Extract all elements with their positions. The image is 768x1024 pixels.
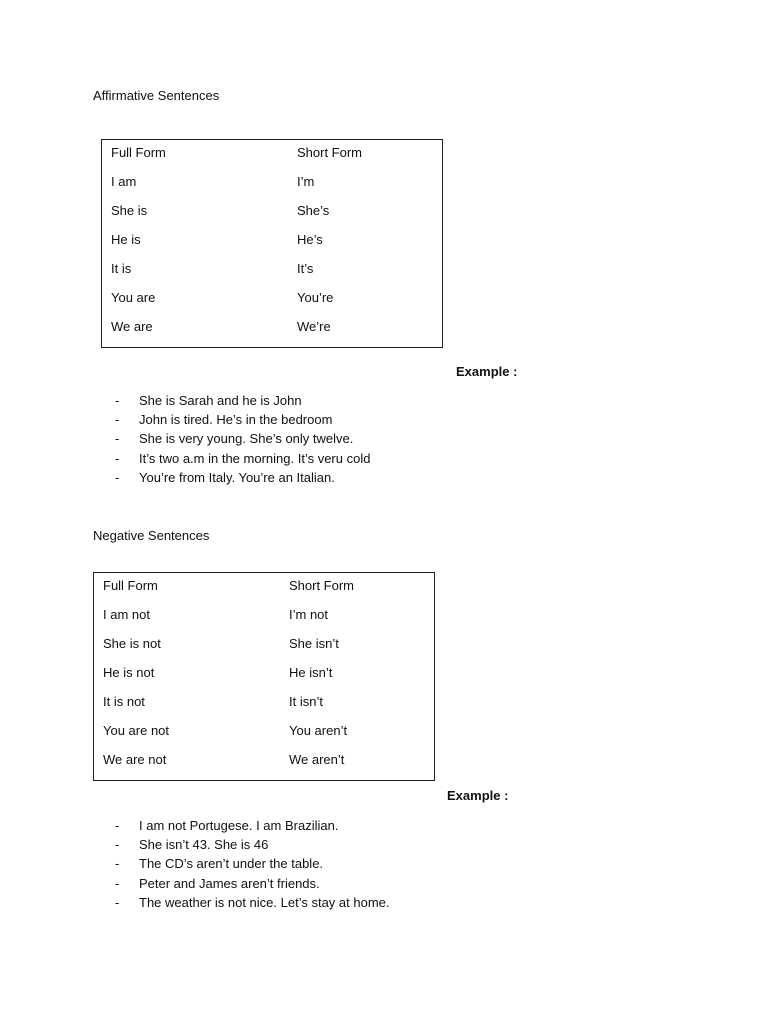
bullet-dash: -	[115, 875, 120, 891]
affirmative-example-label: Example :	[456, 364, 518, 379]
full-form-cell: It is not	[103, 694, 145, 709]
negative-example-label: Example :	[447, 788, 509, 803]
short-form-cell: He’s	[297, 232, 323, 247]
table-header-row	[102, 144, 442, 162]
bullet-dash: -	[115, 856, 120, 872]
full-form-cell: I am	[111, 174, 137, 189]
affirmative-table	[101, 139, 443, 348]
bullet-dash: -	[115, 412, 120, 428]
negative-heading: Negative Sentences	[93, 528, 210, 543]
example-text: Peter and James aren’t friends.	[139, 875, 320, 891]
list-item	[113, 449, 370, 468]
list-item	[113, 410, 370, 429]
short-form-cell: She’s	[297, 203, 330, 218]
full-form-cell: He is not	[103, 665, 155, 680]
example-text: She isn’t 43. She is 46	[139, 837, 269, 853]
list-item	[113, 874, 390, 893]
example-text: She is Sarah and he is John	[139, 393, 302, 408]
short-form-cell: You aren’t	[289, 723, 348, 738]
short-form-cell: We aren’t	[289, 752, 345, 767]
table-row	[102, 318, 442, 336]
bullet-dash: -	[115, 450, 120, 466]
bullet-dash: -	[115, 894, 120, 910]
short-form-cell: We’re	[297, 319, 331, 334]
short-form-cell: He isn’t	[289, 665, 333, 680]
full-form-cell: You are not	[103, 723, 170, 738]
negative-example-list	[113, 816, 390, 912]
table-row	[102, 289, 442, 307]
full-form-cell: It is	[111, 261, 132, 276]
short-form-cell: I’m	[297, 174, 315, 189]
table-row	[102, 202, 442, 220]
example-text: You’re from Italy. You’re an Italian.	[139, 469, 335, 485]
full-form-cell: He is	[111, 232, 141, 247]
table-row	[94, 693, 434, 711]
example-text: I am not Portugese. I am Brazilian.	[139, 818, 339, 833]
full-form-cell: She is not	[103, 636, 161, 651]
table-row	[94, 751, 434, 769]
full-form-cell: You are	[111, 290, 156, 305]
short-form-cell: It’s	[297, 261, 314, 276]
bullet-dash: -	[115, 431, 120, 447]
list-item	[113, 893, 390, 912]
short-form-cell: It isn’t	[289, 694, 323, 709]
example-text: It’s two a.m in the morning. It’s veru cold	[139, 450, 371, 466]
short-form-header: Short Form	[297, 145, 363, 160]
full-form-cell: She is	[111, 203, 148, 218]
table-row	[94, 722, 434, 740]
bullet-dash: -	[115, 469, 120, 485]
affirmative-heading: Affirmative Sentences	[93, 88, 220, 103]
full-form-cell: We are	[111, 319, 153, 334]
list-item	[113, 854, 390, 873]
affirmative-example-list	[113, 391, 370, 487]
list-item	[113, 468, 370, 487]
bullet-dash: -	[115, 837, 120, 853]
example-text: The CD’s aren’t under the table.	[139, 856, 324, 872]
list-item	[113, 816, 390, 835]
short-form-cell: You’re	[297, 290, 334, 305]
full-form-cell: I am not	[103, 607, 150, 622]
table-row	[102, 231, 442, 249]
example-text: The weather is not nice. Let’s stay at home.	[139, 894, 390, 910]
negative-table	[93, 572, 435, 781]
bullet-dash: -	[115, 393, 120, 408]
example-text: She is very young. She’s only twelve.	[139, 431, 354, 447]
example-text: John is tired. He’s in the bedroom	[139, 412, 333, 428]
full-form-cell: We are not	[103, 752, 167, 767]
short-form-header: Short Form	[289, 578, 355, 593]
list-item	[113, 429, 370, 448]
bullet-dash: -	[115, 818, 120, 833]
full-form-header: Full Form	[103, 578, 158, 593]
short-form-cell: I’m not	[289, 607, 329, 622]
list-item	[113, 835, 390, 854]
table-row	[94, 635, 434, 653]
table-row	[94, 664, 434, 682]
short-form-cell: She isn’t	[289, 636, 339, 651]
full-form-header: Full Form	[111, 145, 166, 160]
table-header-row	[94, 577, 434, 595]
list-item	[113, 391, 370, 410]
table-row	[94, 606, 434, 624]
table-row	[102, 173, 442, 191]
table-row	[102, 260, 442, 278]
